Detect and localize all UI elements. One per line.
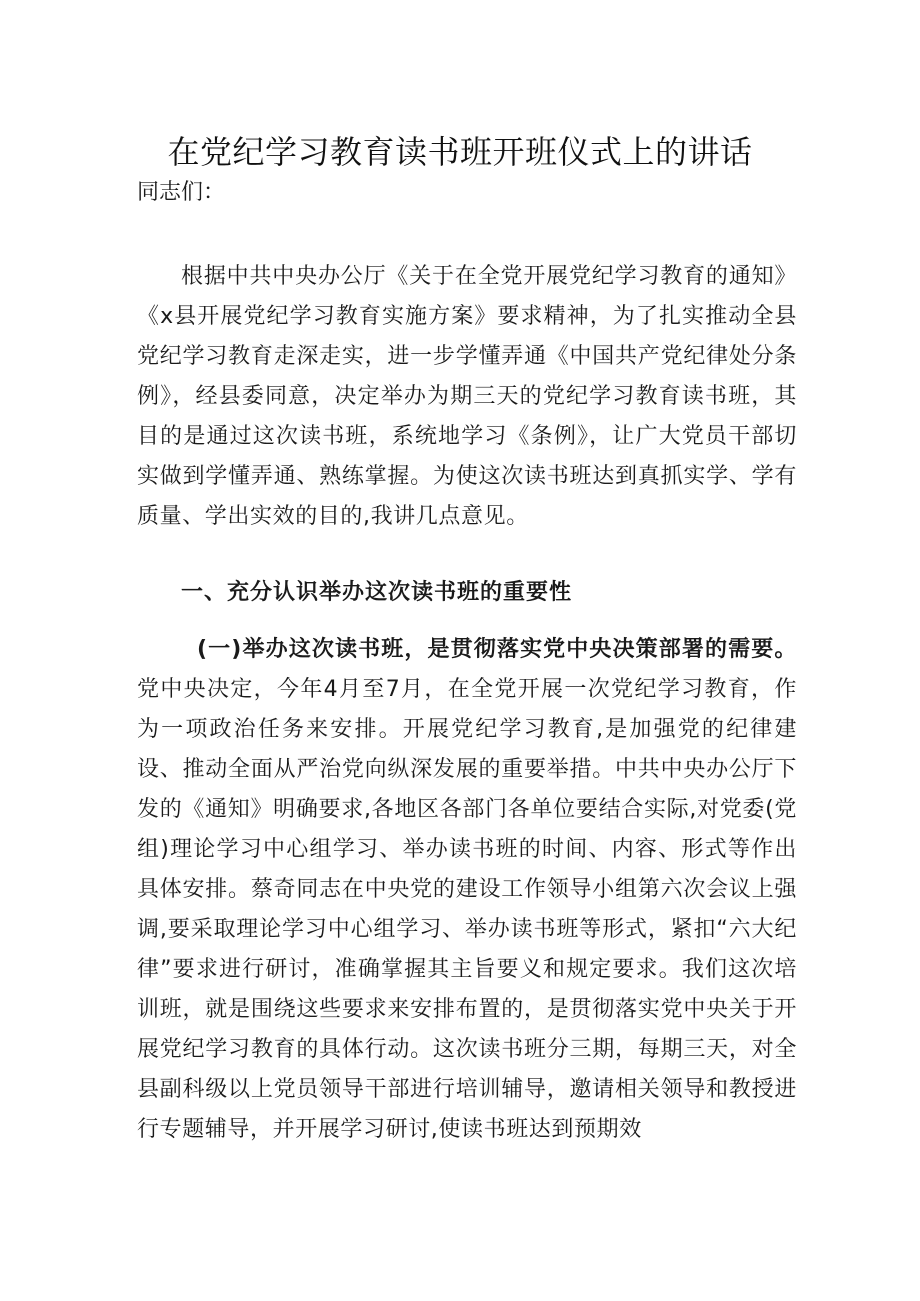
- section-heading-1: 一、充分认识举办这次读书班的重要性: [181, 580, 573, 605]
- section-1-paragraph-text: 党中央决定，今年4月至7月，在全党开展一次党纪学习教育，作为一项政治任务来安排。开展党纪学习教育,是加强党的纪律建设、推动全面从严治党向纵深发展的重要举措。中共中央办公厅下发的《通知》明确要求,各地区各部门各单位要结合实际,对党委(党组)理论学习中心组学习、举办读书班的时间、内容、形式等作出具体安排。蔡奇同志在中央党的建设工作领导小组第六次会议上强调,要采取理论学习中心组学习、举办读书班等形式，紧扣“六大纪律”要求进行研讨，准确掌握其主旨要义和规定要求。我们这次培训班，就是围绕这些要求来安排布置的，是贯彻落实党中央关于开展党纪学习教育的具体行动。这次读书班分三期，每期三天，对全县副科级以上党员领导干部进行培训辅导，邀请相关领导和教授进行专题辅导，并开展学习研讨,使读书班达到预期效: [137, 677, 797, 1142]
- salutation: 同志们：: [137, 180, 226, 205]
- subsection-heading-1: (一)举办这次读书班，是贯彻落实党中央决策部署的需要。: [197, 637, 797, 662]
- document-title: 在党纪学习教育读书班开班仪式上的讲话: [167, 133, 753, 171]
- intro-paragraph: [137, 257, 797, 537]
- intro-paragraph-text: 根据中共中央办公厅《关于在全党开展党纪学习教育的通知》《x县开展党纪学习教育实施方案》要求精神，为了扎实推动全县党纪学习教育走深走实，进一步学懂弄通《中国共产党纪律处分条例》，经县委同意，决定举办为期三天的党纪学习教育读书班，其目的是通过这次读书班，系统地学习《条例》，让广大党员干部切实做到学懂弄通、熟练掌握。为使这次读书班达到真抓实学、学有质量、学出实效的目的,我讲几点意见。: [137, 264, 797, 529]
- section-1-paragraph: [137, 630, 797, 1150]
